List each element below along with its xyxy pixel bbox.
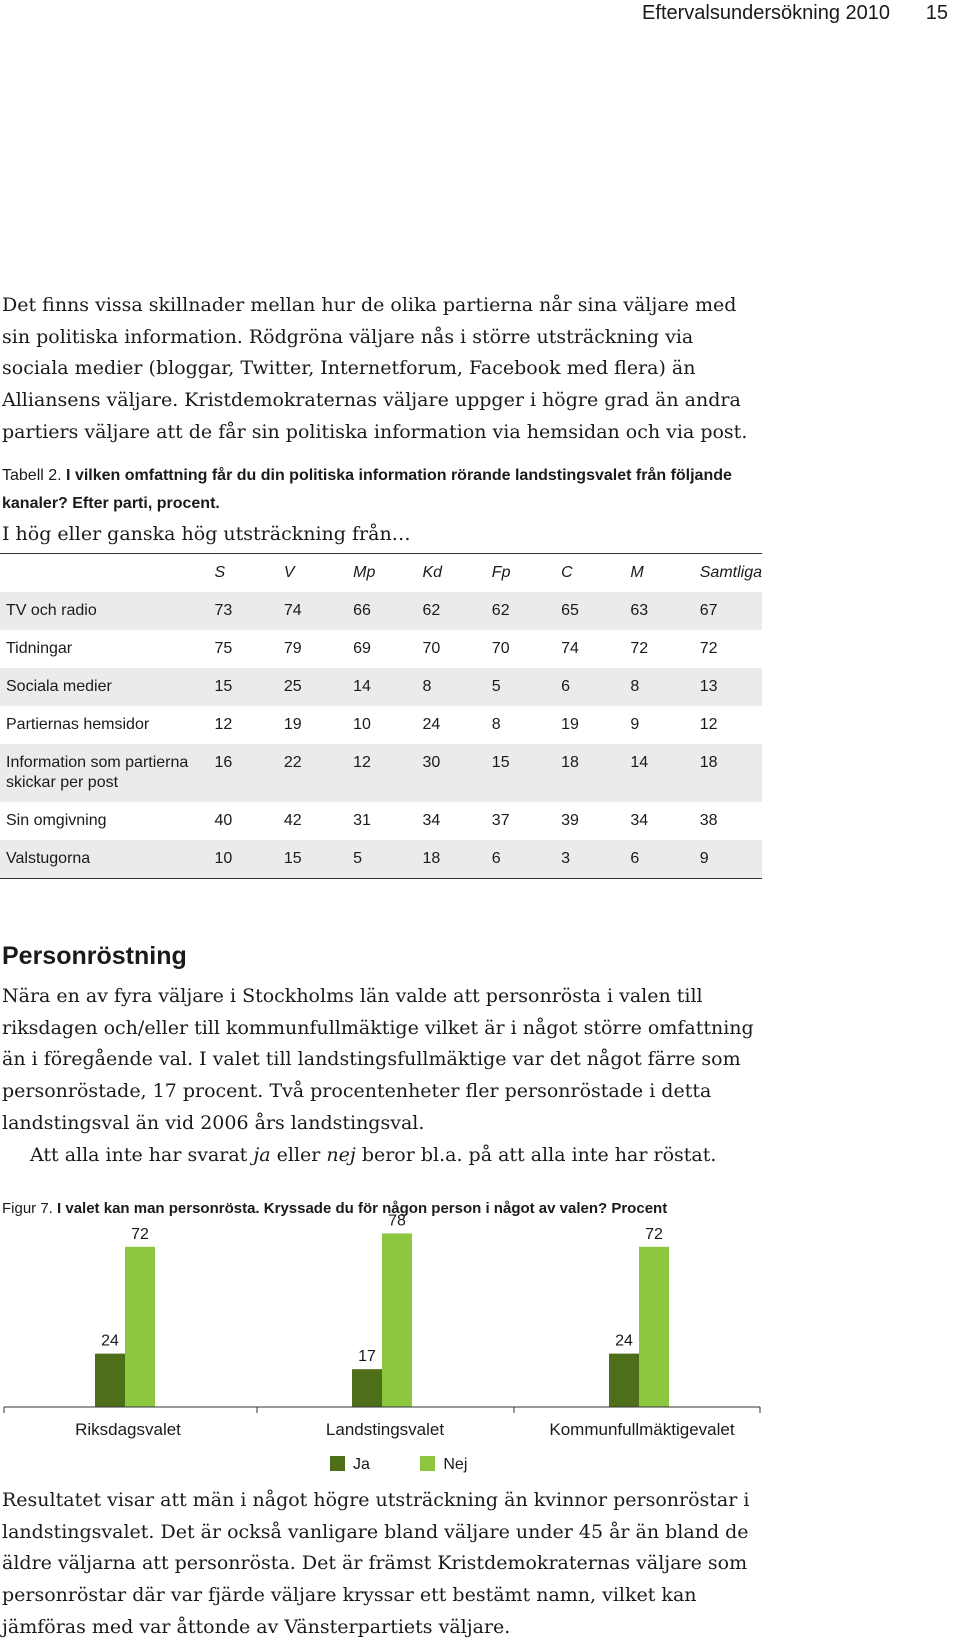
category-label-0: Riksdagsvalet — [75, 1420, 181, 1439]
intro-paragraph — [2, 290, 762, 449]
legend-swatch-ja — [330, 1456, 345, 1471]
page-number: 15 — [925, 2, 948, 24]
table-cell: 10 — [353, 706, 422, 744]
table-header-cell: Kd — [422, 554, 491, 593]
table-cell: 75 — [215, 630, 284, 668]
data-label-nej-0: 72 — [131, 1225, 149, 1243]
data-label-ja-2: 24 — [615, 1332, 633, 1350]
row-label: Tidningar — [0, 630, 215, 668]
table-row — [0, 592, 762, 630]
table-row — [0, 706, 762, 744]
legend-label-nej: Nej — [443, 1456, 468, 1473]
legend-item-nej — [420, 1456, 467, 1474]
category-label-2: Kommunfullmäktigevalet — [549, 1420, 735, 1439]
table-cell: 3 — [561, 840, 630, 879]
header-title: Eftervalsundersökning 2010 — [642, 2, 890, 24]
table-cell: 74 — [561, 630, 630, 668]
row-label: Sociala medier — [0, 668, 215, 706]
table-cell: 6 — [630, 840, 699, 879]
chart-category-labels — [75, 1420, 735, 1439]
table-cell: 70 — [422, 630, 491, 668]
intro-paragraph-text: Det finns vissa skillnader mellan hur de olika partierna når sina väljare med sin politiska information. Rödgröna väljare nås i större utsträckning via sociala medier (bloggar, Twitter, Internetforum, Facebook med flera) än Alliansens väljare. Kristdemokraternas väljare uppger i högre grad än andra partiers väljare att de får sin politiska information via hemsidan och via post. — [2, 294, 748, 443]
table-header-row — [0, 554, 762, 593]
table-cell: 42 — [284, 802, 353, 840]
table-cell: 34 — [630, 802, 699, 840]
table-cell: 5 — [353, 840, 422, 879]
table-cell: 31 — [353, 802, 422, 840]
table-cell: 69 — [353, 630, 422, 668]
row-label: TV och radio — [0, 592, 215, 630]
table-cell: 30 — [422, 744, 491, 802]
section-heading: Personröstning — [2, 942, 187, 970]
legend-item-ja — [330, 1456, 370, 1474]
personrostning-paragraphs — [2, 981, 762, 1171]
table-cell: 18 — [561, 744, 630, 802]
table-cell: 15 — [492, 744, 561, 802]
table-cell: 14 — [630, 744, 699, 802]
personrostning-paragraph-1: Nära en av fyra väljare i Stockholms län valde att personrösta i valen till riksdagen och/eller till kommunfullmäktige vilket är i något större omfattning än i föregående val. I valet till landstingsfullmäktige var det något färre som personröstade, 17 procent. Två procentenheter fler personröstade i detta landstingsval än vid 2006 års landstingsval. — [2, 985, 754, 1134]
table-cell: 18 — [700, 744, 762, 802]
table-cell: 5 — [492, 668, 561, 706]
table-cell: 19 — [284, 706, 353, 744]
table-header-cell: M — [630, 554, 699, 593]
row-label: Valstugorna — [0, 840, 215, 879]
table-cell: 9 — [630, 706, 699, 744]
table-cell: 15 — [215, 668, 284, 706]
table-cell: 6 — [492, 840, 561, 879]
row-label: Sin omgivning — [0, 802, 215, 840]
table-cell: 13 — [700, 668, 762, 706]
table-cell: 66 — [353, 592, 422, 630]
table-row — [0, 802, 762, 840]
table-cell: 74 — [284, 592, 353, 630]
data-label-nej-1: 78 — [388, 1212, 406, 1230]
data-label-ja-0: 24 — [101, 1332, 119, 1350]
figure-caption-text: I valet kan man personrösta. Kryssade du för någon person i något av valen? Procent — [57, 1200, 668, 1217]
paragraph-2-nej: nej — [326, 1143, 356, 1166]
table-cell: 72 — [630, 630, 699, 668]
bar-ja-1 — [352, 1369, 382, 1407]
table-cell: 19 — [561, 706, 630, 744]
row-label: Partiernas hemsidor — [0, 706, 215, 744]
bar-nej-1 — [382, 1233, 412, 1407]
table-cell: 37 — [492, 802, 561, 840]
table-header-empty — [0, 554, 215, 593]
row-label: Information som partierna skickar per post — [0, 744, 215, 802]
table-cell: 10 — [215, 840, 284, 879]
table-header-cell: V — [284, 554, 353, 593]
table-row — [0, 840, 762, 879]
table-cell: 79 — [284, 630, 353, 668]
table-cell: 34 — [422, 802, 491, 840]
paragraph-2-start: Att alla inte har svarat — [30, 1143, 254, 1166]
figure-caption — [2, 1195, 762, 1223]
table-cell: 8 — [422, 668, 491, 706]
table-row — [0, 630, 762, 668]
running-header — [0, 0, 960, 30]
bar-chart — [0, 1212, 762, 1478]
table-cell: 73 — [215, 592, 284, 630]
table-header-cell: C — [561, 554, 630, 593]
legend-label-ja: Ja — [353, 1456, 370, 1473]
data-table — [0, 553, 762, 879]
table-cell: 14 — [353, 668, 422, 706]
table-cell: 12 — [215, 706, 284, 744]
table-cell: 25 — [284, 668, 353, 706]
table-caption — [2, 462, 762, 518]
paragraph-2-ja: ja — [253, 1143, 271, 1166]
chart-ticks-group — [4, 1407, 760, 1413]
table-cell: 67 — [700, 592, 762, 630]
table-caption-number: Tabell 2. — [2, 467, 62, 484]
table-cell: 70 — [492, 630, 561, 668]
table-cell: 65 — [561, 592, 630, 630]
chart-legend — [330, 1456, 513, 1474]
table-header-cell: S — [215, 554, 284, 593]
bar-nej-0 — [125, 1247, 155, 1407]
bar-ja-0 — [95, 1354, 125, 1407]
closing-paragraph — [2, 1485, 762, 1644]
figure-caption-number: Figur 7. — [2, 1200, 53, 1217]
table-cell: 62 — [492, 592, 561, 630]
table-cell: 12 — [700, 706, 762, 744]
bar-ja-2 — [609, 1354, 639, 1407]
data-label-nej-2: 72 — [645, 1225, 663, 1243]
table-header-cell: Samtliga — [700, 554, 762, 593]
table-cell: 24 — [422, 706, 491, 744]
table-cell: 18 — [422, 840, 491, 879]
table-cell: 62 — [422, 592, 491, 630]
table-cell: 16 — [215, 744, 284, 802]
table-cell: 9 — [700, 840, 762, 879]
table-cell: 39 — [561, 802, 630, 840]
closing-paragraph-text: Resultatet visar att män i något högre utsträckning än kvinnor personröstar i landstingsvalet. Det är också vanligare bland väljare under 45 år än bland de äldre väljarna att personrösta. Det är främst Kristdemokraternas väljare som personröstar där var fjärde väljare kryssar ett bestämt namn, vilket kan jämföras med var åttonde av Vänsterpartiets väljare. — [2, 1489, 750, 1638]
category-label-1: Landstingsvalet — [325, 1420, 445, 1439]
table-cell: 12 — [353, 744, 422, 802]
chart-bars-group — [95, 1212, 669, 1407]
table-cell: 63 — [630, 592, 699, 630]
table-cell: 22 — [284, 744, 353, 802]
personrostning-paragraph-2 — [2, 1140, 762, 1172]
table-row — [0, 668, 762, 706]
table-cell: 38 — [700, 802, 762, 840]
paragraph-2-end: beror bl.a. på att alla inte har röstat. — [355, 1143, 717, 1166]
table-cell: 6 — [561, 668, 630, 706]
table-header-cell: Fp — [492, 554, 561, 593]
table-cell: 8 — [630, 668, 699, 706]
legend-swatch-nej — [420, 1456, 435, 1471]
table-subheading: I hög eller ganska hög utsträckning från… — [2, 523, 411, 545]
table-caption-text: I vilken omfattning får du din politiska information rörande landstingsvalet från följande kanaler? Efter parti, procent. — [2, 467, 732, 512]
bar-nej-2 — [639, 1247, 669, 1407]
paragraph-2-middle: eller — [270, 1143, 327, 1166]
table-header-cell: Mp — [353, 554, 422, 593]
table-row — [0, 744, 762, 802]
data-label-ja-1: 17 — [358, 1348, 376, 1366]
table-cell: 8 — [492, 706, 561, 744]
table-cell: 72 — [700, 630, 762, 668]
table-cell: 40 — [215, 802, 284, 840]
table-cell: 15 — [284, 840, 353, 879]
